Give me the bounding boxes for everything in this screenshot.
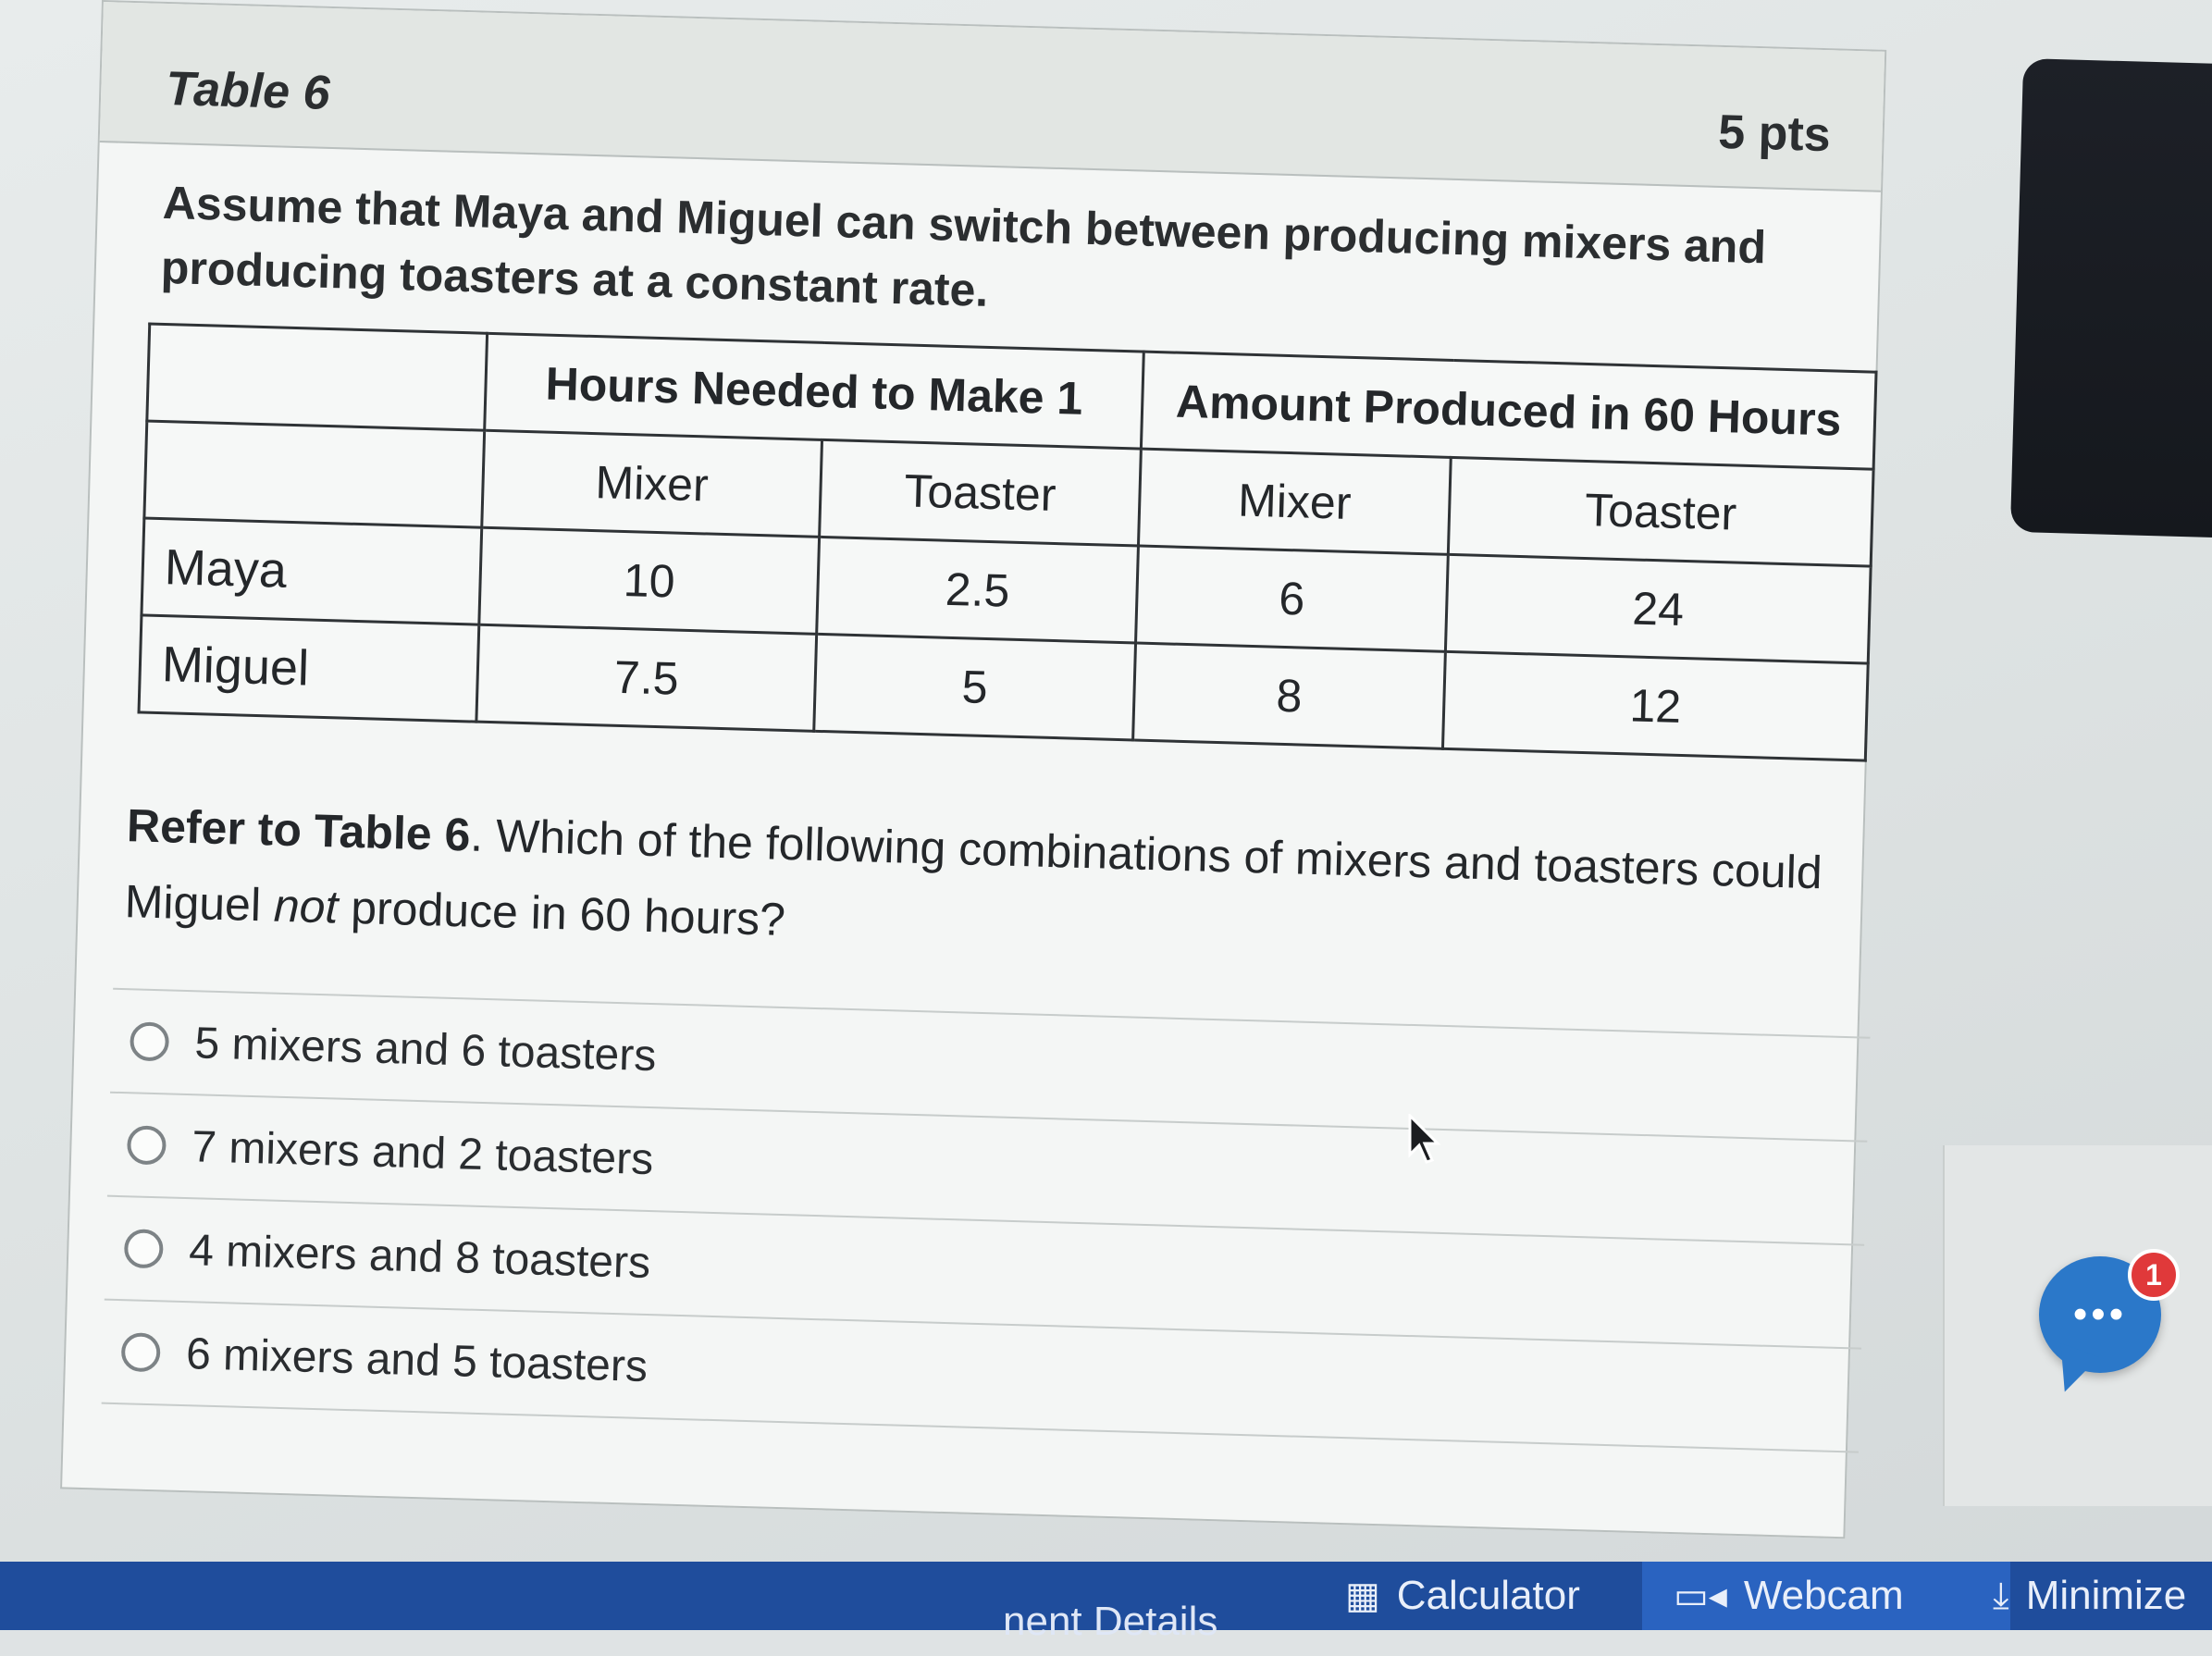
group-header-hours: Hours Needed to Make 1 <box>485 333 1144 449</box>
notification-badge: 1 <box>2128 1249 2180 1301</box>
question-text-emphasis: not <box>273 879 340 933</box>
sub-header-mixer-amount: Mixer <box>1138 449 1451 554</box>
answer-label: 4 mixers and 8 toasters <box>188 1225 651 1288</box>
radio-button[interactable] <box>130 1021 169 1061</box>
answer-label: 5 mixers and 6 toasters <box>193 1018 658 1081</box>
group-header-amount: Amount Produced in 60 Hours <box>1141 352 1876 469</box>
answer-list <box>102 988 1871 1453</box>
question-text-end: produce in 60 hours? <box>337 881 786 946</box>
mouse-cursor-icon <box>1408 1114 1445 1166</box>
question-text-bold: Refer to Table 6 <box>126 799 472 861</box>
table-cell: 24 <box>1445 554 1871 663</box>
bottom-toolbar <box>0 1562 2212 1644</box>
table-cell: 8 <box>1133 643 1446 748</box>
table-corner-cell <box>147 324 488 430</box>
calculator-icon: ▦ <box>1345 1576 1380 1616</box>
row-label-maya: Maya <box>142 518 482 624</box>
question-text-rest: . Which of the following combinations of mixers and toasters could Miguel <box>124 809 1823 932</box>
sub-header-toaster-hours: Toaster <box>820 439 1142 546</box>
toolbar-details-label: nent Details <box>1003 1599 1218 1644</box>
toolbar-minimize-button[interactable] <box>1961 1562 2212 1630</box>
toolbar-webcam-label: Webcam <box>1743 1573 1904 1618</box>
sub-header-toaster-amount: Toaster <box>1448 457 1873 566</box>
radio-button[interactable] <box>124 1229 164 1268</box>
question-points: 5 pts <box>1717 105 1832 163</box>
download-arrow-icon: ⤓ <box>1993 1575 2009 1616</box>
table-cell: 6 <box>1136 546 1449 651</box>
answer-label: 6 mixers and 5 toasters <box>185 1329 649 1391</box>
production-table <box>137 323 1877 762</box>
table-cell: 10 <box>479 527 820 634</box>
toolbar-calculator-button[interactable] <box>1314 1562 1612 1630</box>
table-cell: 5 <box>814 634 1136 740</box>
radio-button[interactable] <box>127 1125 167 1165</box>
table-cell: 12 <box>1442 651 1868 760</box>
table-cell: 2.5 <box>817 537 1139 643</box>
table-cell: 7.5 <box>476 624 817 731</box>
sub-header-mixer-hours: Mixer <box>482 430 822 537</box>
row-label-miguel: Miguel <box>139 615 479 722</box>
toolbar-minimize-label: Minimize <box>2025 1573 2187 1618</box>
webcam-preview <box>2010 58 2212 538</box>
ellipsis-icon: ••• <box>2072 1291 2128 1337</box>
toolbar-webcam-button[interactable] <box>1642 1562 2010 1630</box>
webcam-icon: ▭◂ <box>1674 1576 1727 1616</box>
question-text <box>124 787 1848 987</box>
question-card <box>60 0 1886 1539</box>
table-empty-cell <box>144 421 485 527</box>
toolbar-details-button[interactable] <box>971 1588 1249 1656</box>
toolbar-calculator-label: Calculator <box>1396 1573 1580 1618</box>
answer-label: 7 mixers and 2 toasters <box>191 1121 654 1184</box>
question-title: Table 6 <box>165 61 331 120</box>
question-prompt: Assume that Maya and Miguel can switch between producing mixers and producing toasters at a constant rate. <box>160 176 1767 316</box>
radio-button[interactable] <box>121 1332 161 1372</box>
question-header <box>100 2 1885 192</box>
